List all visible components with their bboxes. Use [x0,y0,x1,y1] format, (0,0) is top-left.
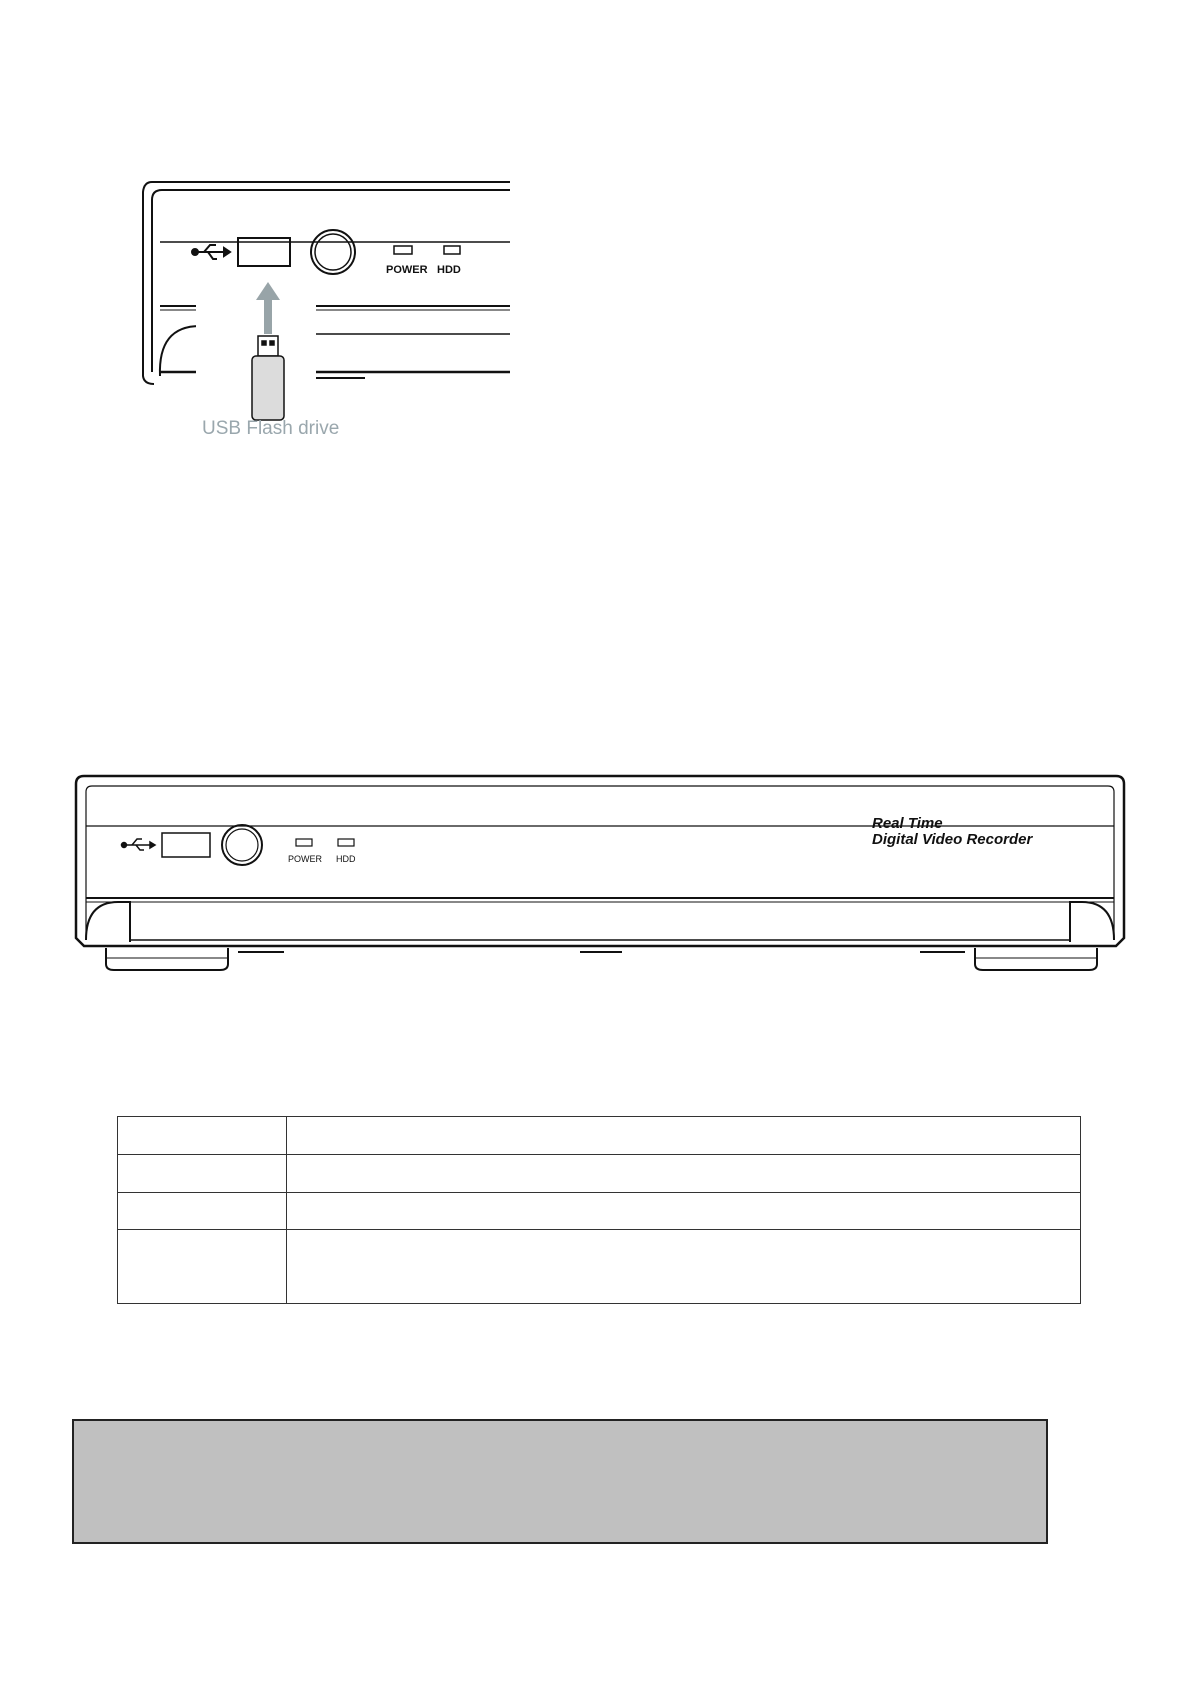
table-row [118,1155,1081,1193]
table-row [118,1117,1081,1155]
table-cell [287,1117,1081,1155]
power-led-label: POWER [386,264,428,276]
dvr-front-panel-illustration [70,770,1130,990]
table-cell [287,1193,1081,1230]
table-row [118,1230,1081,1304]
table-cell [118,1155,287,1193]
usb-insertion-illustration [140,176,510,436]
table-cell [287,1230,1081,1304]
brand-line-2: Digital Video Recorder [872,831,1033,848]
note-box [72,1419,1048,1544]
power-led-label: POWER [288,854,323,864]
hdd-led-label: HDD [437,264,461,276]
table-cell [118,1230,287,1304]
table-cell [118,1193,287,1230]
usb-symbol-icon [192,245,230,259]
hdd-led-label: HDD [336,854,356,864]
table-cell [118,1117,287,1155]
usb-flash-drive-caption: USB Flash drive [202,418,340,436]
usb-symbol-icon [122,839,156,850]
brand-line-1: Real Time [872,815,943,832]
table-row [118,1193,1081,1230]
table-cell [287,1155,1081,1193]
spec-table [117,1116,1081,1304]
